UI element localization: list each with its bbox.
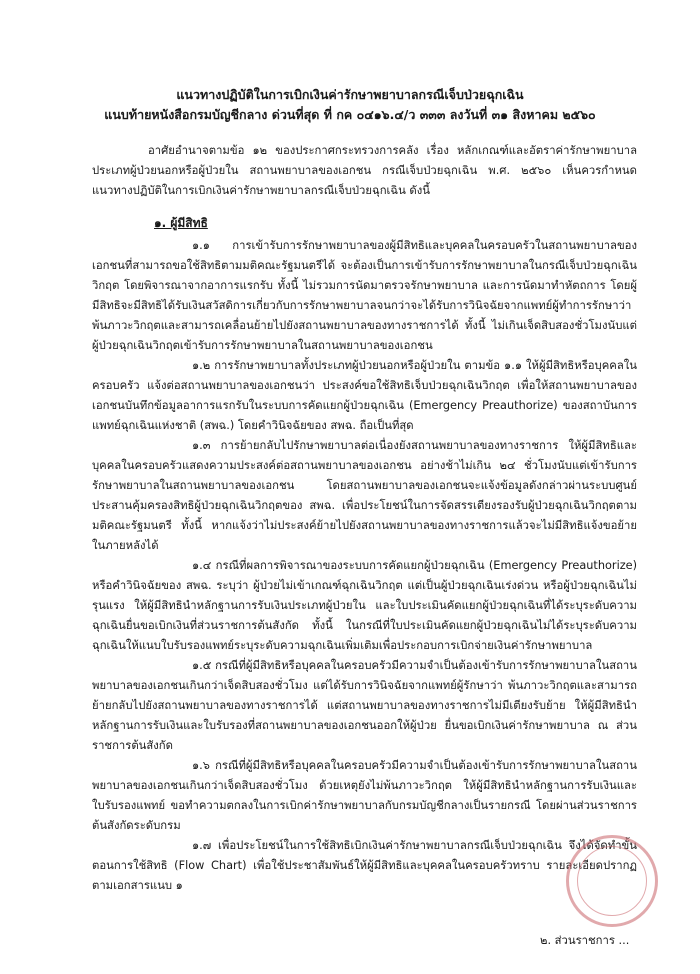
section-heading: ๑. ผู้มีสิทธิ	[154, 216, 208, 230]
clause-1-3: ๑.๓ การย้ายกลับไปรักษาพยาบาลต่อเนื่องยังสถานพยาบาลของทางราชการ ให้ผู้มีสิทธิและบุคคลในครอบครัวแสดงความประสงค์ต่อสถานพยาบาลของเอกชน อย่างช้าไม่เกิน ๒๔ ชั่วโมงนับแต่เข้ารับการรักษาพยาบาลในสถานพยาบาลของเอกชน โดยสถานพยาบาลของเอกชนจะแจ้งข้อมูลดังกล่าวผ่านระบบศูนย์ประสานคุ้มครองสิทธิผู้ป่วยฉุกเฉินวิกฤตของ สพฉ. เพื่อประโยชน์ในการจัดสรรเตียงรองรับผู้ป่วยฉุกเฉินวิกฤตตามมติคณะรัฐมนตรี ทั้งนี้ หากแจ้งว่าไม่ประสงค์ย้ายไปยังสถานพยาบาลของทางราชการแล้วจะไม่มีสิทธิแจ้งขอย้ายในภายหลังได้	[92, 439, 637, 552]
continuation-note: ๒. ส่วนราชการ ...	[540, 934, 630, 947]
clause-1-7: ๑.๗ เพื่อประโยชน์ในการใช้สิทธิเบิกเงินค่ารักษาพยาบาลกรณีเจ็บป่วยฉุกเฉิน จึงได้จัดทำขั้นตอนการใช้สิทธิ (Flow Chart) เพื่อใช้ประชาสัมพันธ์ให้ผู้มีสิทธิและบุคคลในครอบครัวทราบ รายละเอียดปรากฏตามเอกสารแนบ ๑	[92, 839, 637, 892]
document-title: แนวทางปฏิบัติในการเบิกเงินค่ารักษาพยาบาลกรณีเจ็บป่วยฉุกเฉิน	[176, 87, 524, 102]
clause-1-2: ๑.๒ การรักษาพยาบาลทั้งประเภทผู้ป่วยนอกหรือผู้ป่วยใน ตามข้อ ๑.๑ ให้ผู้มีสิทธิหรือบุคคลในครอบครัว แจ้งต่อสถานพยาบาลของเอกชนว่า ประสงค์ขอใช้สิทธิเจ็บป่วยฉุกเฉินวิกฤต เพื่อให้สถานพยาบาลของเอกชนบันทึกข้อมูลอาการแรกรับในระบบการคัดแยกผู้ป่วยฉุกเฉิน (Emergency Preauthorize) ของสถาบันการแพทย์ฉุกเฉินแห่งชาติ (สพฉ.) โดยคำวินิจฉัยของ สพฉ. ถือเป็นที่สุด	[92, 359, 637, 432]
document-subtitle: แนบท้ายหนังสือกรมบัญชีกลาง ด่วนที่สุด ที่ กค ๐๔๑๖.๔/ว ๓๓๓ ลงวันที่ ๓๑ สิงหาคม ๒๕๖๐	[104, 107, 596, 122]
clause-1-5: ๑.๕ กรณีที่ผู้มีสิทธิหรือบุคคลในครอบครัวมีความจำเป็นต้องเข้ารับการรักษาพยาบาลในสถานพยาบาลของเอกชนเกินกว่าเจ็ดสิบสองชั่วโมง แต่ได้รับการวินิจฉัยจากแพทย์ผู้รักษาว่า พ้นภาวะวิกฤตและสามารถย้ายกลับไปยังสถานพยาบาลของทางราชการได้ แต่สถานพยาบาลของทางราชการไม่มีเตียงรับย้าย ให้ผู้มีสิทธินำหลักฐานการรับเงินและใบรับรองที่สถานพยาบาลของเอกชนออกให้ผู้ป่วย ยื่นขอเบิกเงินค่ารักษาพยาบาล ณ ส่วนราชการต้นสังกัด	[92, 659, 637, 752]
clause-1-4: ๑.๔ กรณีที่ผลการพิจารณาของระบบการคัดแยกผู้ป่วยฉุกเฉิน (Emergency Preauthorize) หรือคำวินิจฉัยของ สพฉ. ระบุว่า ผู้ป่วยไม่เข้าเกณฑ์ฉุกเฉินวิกฤต แต่เป็นผู้ป่วยฉุกเฉินเร่งด่วน หรือผู้ป่วยฉุกเฉินไม่รุนแรง ให้ผู้มีสิทธินำหลักฐานการรับเงินประเภทผู้ป่วยใน และใบประเมินคัดแยกผู้ป่วยฉุกเฉินที่ได้ระบุระดับความฉุกเฉินยื่นขอเบิกเงินที่ส่วนราชการต้นสังกัด ทั้งนี้ ในกรณีที่ใบประเมินคัดแยกผู้ป่วยฉุกเฉินไม่ได้ระบุระดับความฉุกเฉินให้แนบใบรับรองแพทย์ระบุระดับความฉุกเฉินเพิ่มเติมเพื่อประกอบการเบิกจ่ายเงินค่ารักษาพยาบาล	[92, 559, 637, 652]
clause-1-6: ๑.๖ กรณีที่ผู้มีสิทธิหรือบุคคลในครอบครัวมีความจำเป็นต้องเข้ารับการรักษาพยาบาลในสถานพยาบาลของเอกชนเกินกว่าเจ็ดสิบสองชั่วโมง ด้วยเหตุยังไม่พ้นภาวะวิกฤต ให้ผู้มีสิทธินำหลักฐานการรับเงินและใบรับรองแพทย์ ขอทำความตกลงในการเบิกค่ารักษาพยาบาลกับกรมบัญชีกลางเป็นรายกรณี โดยผ่านส่วนราชการต้นสังกัดระดับกรม	[92, 759, 637, 832]
document-body	[92, 141, 637, 896]
clause-1-1: ๑.๑ การเข้ารับการรักษาพยาบาลของผู้มีสิทธิและบุคคลในครอบครัวในสถานพยาบาลของเอกชนที่สามารถขอใช้สิทธิตามมติคณะรัฐมนตรีได้ จะต้องเป็นการเข้ารับการรักษาพยาบาลในกรณีเจ็บป่วยฉุกเฉินวิกฤต โดยพิจารณาจากอาการแรกรับ ทั้งนี้ ไม่รวมการนัดมาตรวจรักษาพยาบาล และการนัดมาทำหัตถการ โดยผู้มีสิทธิจะมีสิทธิได้รับเงินสวัสดิการเกี่ยวกับการรักษาพยาบาลจนกว่าจะได้รับการวินิจฉัยจากแพทย์ผู้ทำการรักษาว่า พ้นภาวะวิกฤตและสามารถเคลื่อนย้ายไปยังสถานพยาบาลของทางราชการได้ ทั้งนี้ ไม่เกินเจ็ดสิบสองชั่วโมงนับแต่ผู้ป่วยฉุกเฉินวิกฤตเข้ารับการรักษาพยาบาลในสถานพยาบาลของเอกชน	[92, 239, 637, 352]
official-seal-stamp	[566, 835, 658, 927]
intro-paragraph: อาศัยอำนาจตามข้อ ๑๒ ของประกาศกระทรวงการคลัง เรื่อง หลักเกณฑ์และอัตราค่ารักษาพยาบาลประเภทผู้ป่วยนอกหรือผู้ป่วยใน สถานพยาบาลของเอกชน กรณีเจ็บป่วยฉุกเฉิน พ.ศ. ๒๕๖๐ เห็นควรกำหนดแนวทางปฏิบัติในการเบิกเงินค่ารักษาพยาบาลกรณีเจ็บป่วยฉุกเฉิน ดังนี้	[92, 144, 637, 197]
